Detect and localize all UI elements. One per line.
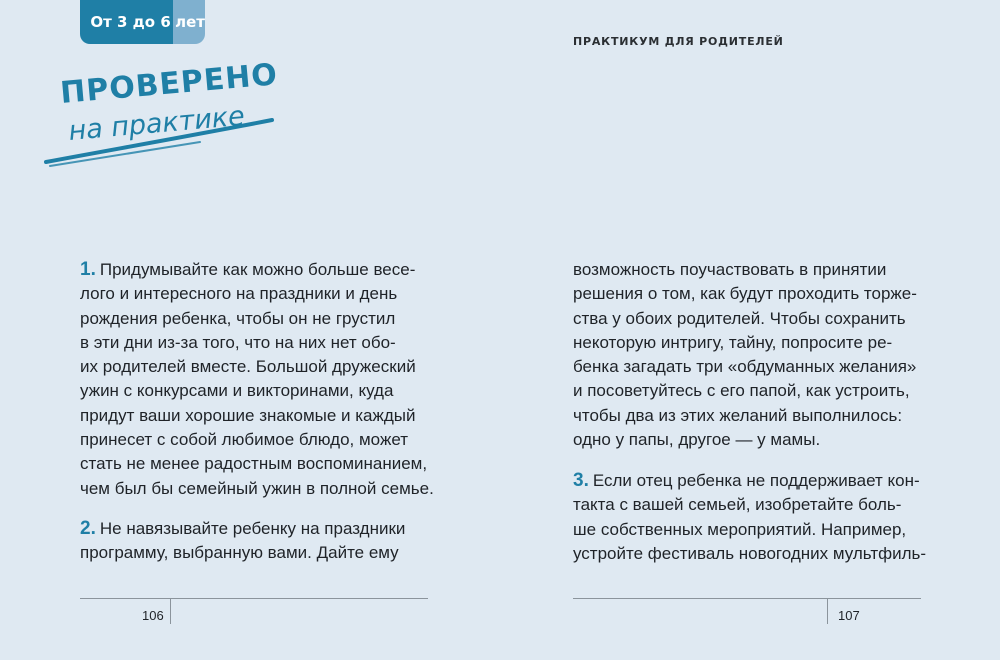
tip-1-line: стать не менее радостным воспоминанием, bbox=[80, 454, 428, 474]
footer-rule bbox=[573, 598, 921, 599]
tip-2-line: программу, выбранную вами. Дайте ему bbox=[80, 543, 399, 563]
tip-1-line: принесет с собой любимое блюдо, может bbox=[80, 430, 408, 450]
tip-1-line: лого и интересного на праздники и день bbox=[80, 284, 398, 304]
continuation-line: возможность поучаствовать в принятии bbox=[573, 260, 887, 279]
continuation-line: чтобы два из этих желаний выполнилось: bbox=[573, 405, 903, 425]
running-header: ПРАКТИКУМ ДЛЯ РОДИТЕЛЕЙ bbox=[573, 35, 784, 48]
tip-1-line: чем был бы семейный ужин в полной семье. bbox=[80, 478, 434, 498]
footer-rule bbox=[80, 598, 428, 599]
right-page bbox=[500, 0, 1000, 660]
page-number: 106 bbox=[142, 608, 164, 623]
handwritten-title bbox=[40, 57, 280, 170]
folio-separator bbox=[827, 598, 828, 624]
title-line-2: на практике bbox=[67, 100, 246, 147]
tip-1-line: ужин с конкурсами и викторинами, куда bbox=[80, 381, 394, 401]
tip-2-line bbox=[80, 517, 440, 541]
tip-1-line: придут ваши хорошие знакомые и каждый bbox=[80, 405, 416, 425]
tip-3 bbox=[573, 469, 933, 566]
tip-1-line: их родителей вместе. Большой дружеский bbox=[80, 357, 416, 377]
tip-2-text: Не навязывайте ребенку на праздники bbox=[99, 519, 406, 538]
age-tab-label: От 3 до 6 bbox=[80, 0, 173, 44]
continuation-line: бенка загадать три «обдуманных желания» bbox=[573, 357, 917, 377]
continuation-line: некоторую интригу, тайну, попросите ре- bbox=[573, 332, 893, 352]
continuation-line: ства у обоих родителей. Чтобы сохранить bbox=[573, 308, 906, 328]
tip-3-text: Если отец ребенка не поддерживает кон- bbox=[592, 471, 920, 490]
tip-1-line bbox=[80, 258, 440, 282]
tip-2-continuation bbox=[573, 258, 933, 452]
tip-3-line: такта с вашей семьей, изобретайте боль- bbox=[573, 495, 902, 515]
tip-1-number: 1. bbox=[80, 259, 96, 280]
tip-2-number: 2. bbox=[80, 518, 96, 539]
tip-3-line: устройте фестиваль новогодних мультфиль- bbox=[573, 543, 927, 563]
continuation-line: одно у папы, другое — у мамы. bbox=[573, 430, 821, 450]
folio-separator bbox=[170, 598, 171, 624]
tip-1-line: рождения ребенка, чтобы он не грустил bbox=[80, 308, 396, 328]
continuation-line: и посоветуйтесь с его папой, как устроить, bbox=[573, 381, 910, 401]
tip-3-number: 3. bbox=[573, 470, 589, 491]
tip-3-line bbox=[573, 469, 933, 493]
page-number: 107 bbox=[838, 608, 860, 623]
title-line-1: ПРОВЕРЕНО bbox=[58, 57, 280, 111]
tip-1 bbox=[80, 258, 440, 501]
tip-2 bbox=[80, 517, 440, 566]
tip-3-line: ше собственных мероприятий. Например, bbox=[573, 519, 907, 539]
tip-1-line: в эти дни из-за того, что на них нет обо- bbox=[80, 332, 396, 352]
continuation-line: решения о том, как будут проходить торже- bbox=[573, 284, 917, 304]
age-tab-label-tail: лет bbox=[173, 0, 205, 44]
tip-1-text: Придумывайте как можно больше весе- bbox=[99, 260, 416, 279]
age-tab bbox=[80, 0, 205, 44]
